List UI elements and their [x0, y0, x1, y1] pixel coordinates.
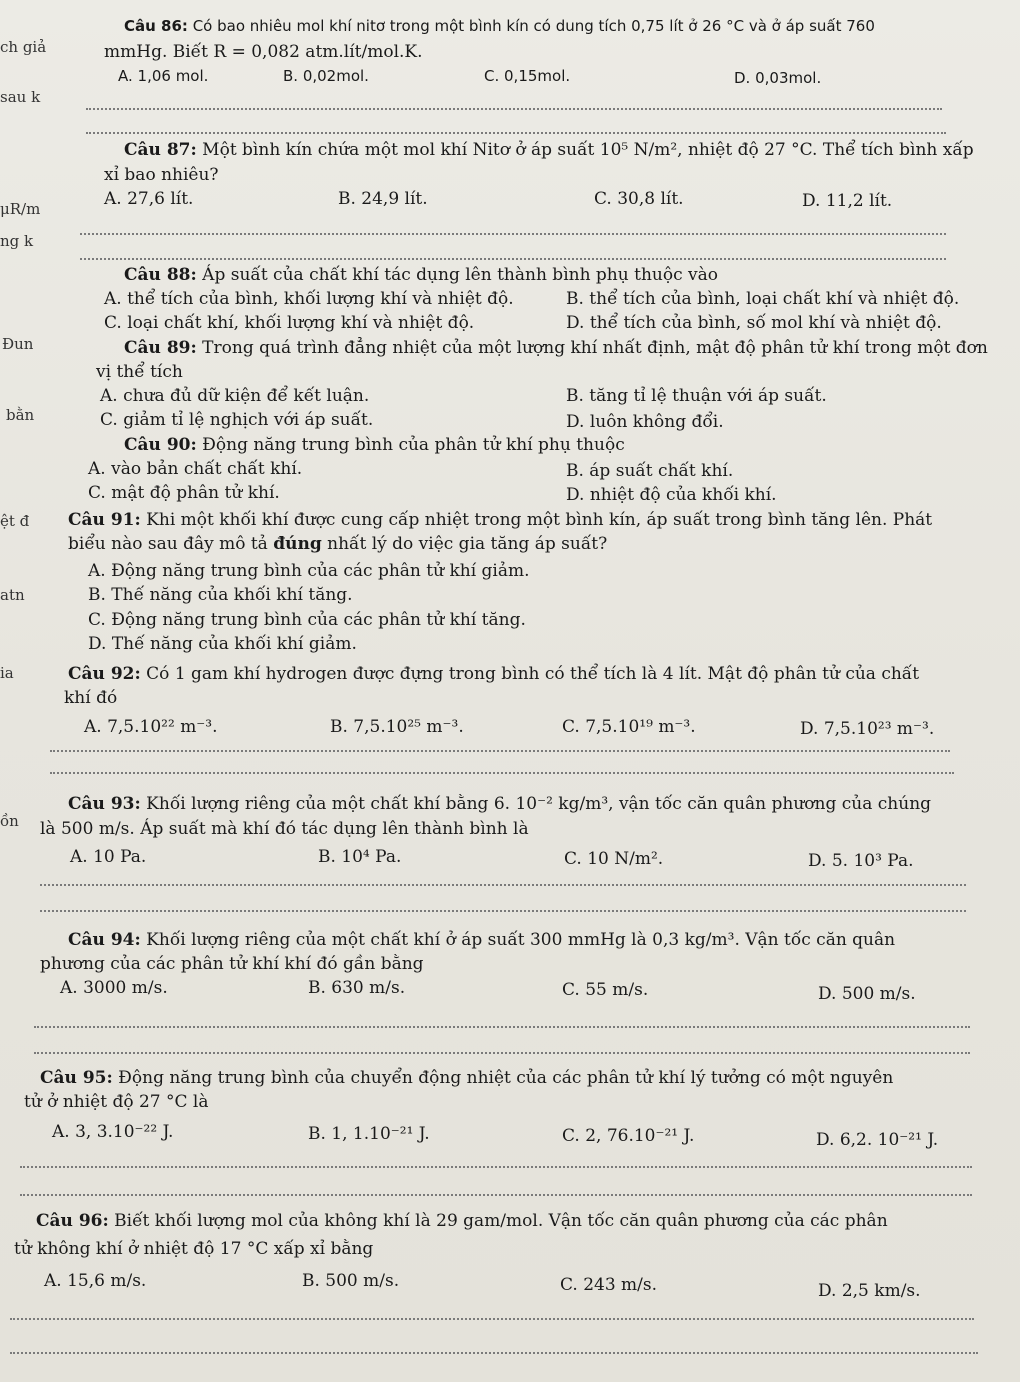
question-number: Câu 88:: [124, 265, 197, 285]
margin-fragment: ng k: [0, 232, 34, 250]
answer-line: [34, 1026, 970, 1028]
option-c: C. 30,8 lít.: [594, 189, 684, 209]
question-text: Có 1 gam khí hydrogen được đựng trong bình có thể tích là 4 lít. Mật độ phân tử của chất: [146, 664, 920, 684]
question-number: Câu 87:: [124, 140, 197, 160]
question-94-line2: phương của các phân tử khí khí đó gần bằng: [40, 954, 424, 974]
option-d: D. 2,5 km/s.: [818, 1281, 921, 1301]
question-text: Khối lượng riêng của một chất khí bằng 6. 10⁻² kg/m³, vận tốc căn quân phương của chúng: [146, 794, 932, 814]
answer-line: [10, 1352, 978, 1354]
option-a: A. thể tích của bình, khối lượng khí và nhiệt độ.: [104, 289, 514, 309]
option-b: B. 630 m/s.: [308, 978, 406, 998]
answer-line: [10, 1318, 974, 1320]
option-a: A. 10 Pa.: [70, 847, 147, 867]
margin-fragment: ia: [0, 664, 14, 682]
question-90-line1: [124, 434, 625, 456]
option-c: C. 243 m/s.: [560, 1275, 658, 1295]
option-d: D. 11,2 lít.: [802, 191, 893, 211]
margin-fragment: sau k: [0, 88, 41, 106]
question-text: Áp suất của chất khí tác dụng lên thành bình phụ thuộc vào: [202, 265, 718, 285]
option-d: D. nhiệt độ của khối khí.: [566, 485, 777, 505]
answer-line: [86, 132, 946, 134]
answer-line: [50, 772, 954, 774]
option-d: D. 6,2. 10⁻²¹ J.: [816, 1130, 939, 1150]
question-87-line2: xỉ bao nhiêu?: [104, 165, 219, 185]
answer-line: [40, 910, 966, 912]
question-92-line1: [68, 663, 919, 685]
question-86-line1: [124, 15, 875, 37]
option-d: D. Thế năng của khối khí giảm.: [88, 634, 357, 654]
option-a: A. Động năng trung bình của các phân tử khí giảm.: [88, 561, 530, 581]
option-a: A. chưa đủ dữ kiện để kết luận.: [100, 386, 370, 406]
answer-line: [50, 750, 950, 752]
option-b: B. 24,9 lít.: [338, 189, 428, 209]
option-d: D. 0,03mol.: [734, 69, 822, 87]
question-text: Khối lượng riêng của một chất khí ở áp suất 300 mmHg là 0,3 kg/m³. Vận tốc căn quân: [146, 930, 896, 950]
question-89-line2: vị thể tích: [96, 362, 183, 382]
emphasis-text: đúng: [273, 534, 322, 554]
margin-fragment: ệt đ: [0, 512, 30, 530]
option-b: B. 0,02mol.: [283, 67, 369, 85]
option-b: B. 10⁴ Pa.: [318, 847, 402, 867]
question-96-line2: tử không khí ở nhiệt độ 17 °C xấp xỉ bằng: [14, 1239, 374, 1259]
option-d: D. 5. 10³ Pa.: [808, 851, 914, 871]
question-text: Có bao nhiêu mol khí nitơ trong một bình kín có dung tích 0,75 lít ở 26 °C và ở áp suất 760: [192, 17, 875, 35]
answer-line: [80, 233, 946, 235]
question-text: biểu nào sau đây mô tả: [68, 534, 274, 554]
answer-line: [20, 1194, 972, 1196]
question-96-line1: [36, 1210, 888, 1232]
option-d: D. thể tích của bình, số mol khí và nhiệt độ.: [566, 313, 942, 333]
question-95-line1: [40, 1067, 893, 1089]
question-number: Câu 86:: [124, 17, 188, 35]
answer-line: [86, 108, 942, 110]
option-a: A. 15,6 m/s.: [44, 1271, 147, 1291]
question-text: nhất lý do việc gia tăng áp suất?: [321, 534, 608, 554]
option-c: C. giảm tỉ lệ nghịch với áp suất.: [100, 410, 374, 430]
option-b: B. 1, 1.10⁻²¹ J.: [308, 1124, 430, 1144]
answer-line: [40, 884, 966, 886]
option-c: C. 2, 76.10⁻²¹ J.: [562, 1126, 695, 1146]
question-91-line2: [68, 533, 607, 555]
margin-fragment: μR/m: [0, 200, 41, 218]
option-c: C. 55 m/s.: [562, 980, 649, 1000]
question-94-line1: [68, 929, 895, 951]
question-text: Trong quá trình đẳng nhiệt của một lượng khí nhất định, mật độ phân tử khí trong một đơn: [202, 338, 988, 358]
option-b: B. tăng tỉ lệ thuận với áp suất.: [566, 386, 827, 406]
option-a: A. 1,06 mol.: [118, 67, 209, 85]
option-d: D. 500 m/s.: [818, 984, 916, 1004]
question-text: Một bình kín chứa một mol khí Nitơ ở áp suất 10⁵ N/m², nhiệt độ 27 °C. Thể tích bình xấp: [202, 140, 974, 160]
option-c: C. loại chất khí, khối lượng khí và nhiệt độ.: [104, 313, 475, 333]
question-86-line2: mmHg. Biết R = 0,082 atm.lít/mol.K.: [104, 42, 423, 62]
question-number: Câu 94:: [68, 930, 141, 950]
margin-fragment: ồn: [0, 812, 19, 830]
question-92-line2: khí đó: [64, 688, 118, 708]
option-a: A. 7,5.10²² m⁻³.: [84, 717, 218, 737]
question-number: Câu 90:: [124, 435, 197, 455]
option-c: C. 0,15mol.: [484, 67, 571, 85]
question-88-line1: [124, 264, 718, 286]
option-d: D. luôn không đổi.: [566, 412, 724, 432]
option-a: A. 3, 3.10⁻²² J.: [52, 1122, 174, 1142]
question-number: Câu 89:: [124, 338, 197, 358]
margin-fragment: Đun: [2, 335, 34, 353]
question-91-line1: [68, 509, 932, 531]
margin-fragment: ch giả: [0, 38, 47, 56]
question-number: Câu 95:: [40, 1068, 113, 1088]
question-text: Khi một khối khí được cung cấp nhiệt trong một bình kín, áp suất trong bình tăng lên. Phát: [146, 510, 933, 530]
option-b: B. 7,5.10²⁵ m⁻³.: [330, 717, 464, 737]
question-text: Động năng trung bình của phân tử khí phụ thuộc: [202, 435, 625, 455]
option-b: B. áp suất chất khí.: [566, 461, 734, 481]
margin-fragment: atn: [0, 586, 25, 604]
question-93-line1: [68, 793, 931, 815]
option-c: C. Động năng trung bình của các phân tử khí tăng.: [88, 610, 526, 630]
question-number: Câu 92:: [68, 664, 141, 684]
option-b: B. Thế năng của khối khí tăng.: [88, 585, 353, 605]
option-a: A. 27,6 lít.: [104, 189, 194, 209]
option-c: C. mật độ phân tử khí.: [88, 483, 280, 503]
question-number: Câu 91:: [68, 510, 141, 530]
question-95-line2: tử ở nhiệt độ 27 °C là: [24, 1092, 209, 1112]
option-d: D. 7,5.10²³ m⁻³.: [800, 719, 935, 739]
option-c: C. 7,5.10¹⁹ m⁻³.: [562, 717, 696, 737]
question-text: Biết khối lượng mol của không khí là 29 gam/mol. Vận tốc căn quân phương của các phân: [114, 1211, 888, 1231]
option-c: C. 10 N/m².: [564, 849, 664, 869]
margin-fragment: bằn: [6, 406, 35, 424]
question-87-line1: [124, 139, 974, 161]
option-a: A. 3000 m/s.: [60, 978, 168, 998]
answer-line: [34, 1052, 970, 1054]
answer-line: [80, 258, 946, 260]
question-89-line1: [124, 337, 988, 359]
question-93-line2: là 500 m/s. Áp suất mà khí đó tác dụng lên thành bình là: [40, 819, 529, 839]
question-text: Động năng trung bình của chuyển động nhiệt của các phân tử khí lý tưởng có một nguyên: [118, 1068, 894, 1088]
option-b: B. thể tích của bình, loại chất khí và nhiệt độ.: [566, 289, 960, 309]
question-number: Câu 93:: [68, 794, 141, 814]
question-number: Câu 96:: [36, 1211, 109, 1231]
option-b: B. 500 m/s.: [302, 1271, 400, 1291]
answer-line: [20, 1166, 972, 1168]
option-a: A. vào bản chất chất khí.: [88, 459, 303, 479]
